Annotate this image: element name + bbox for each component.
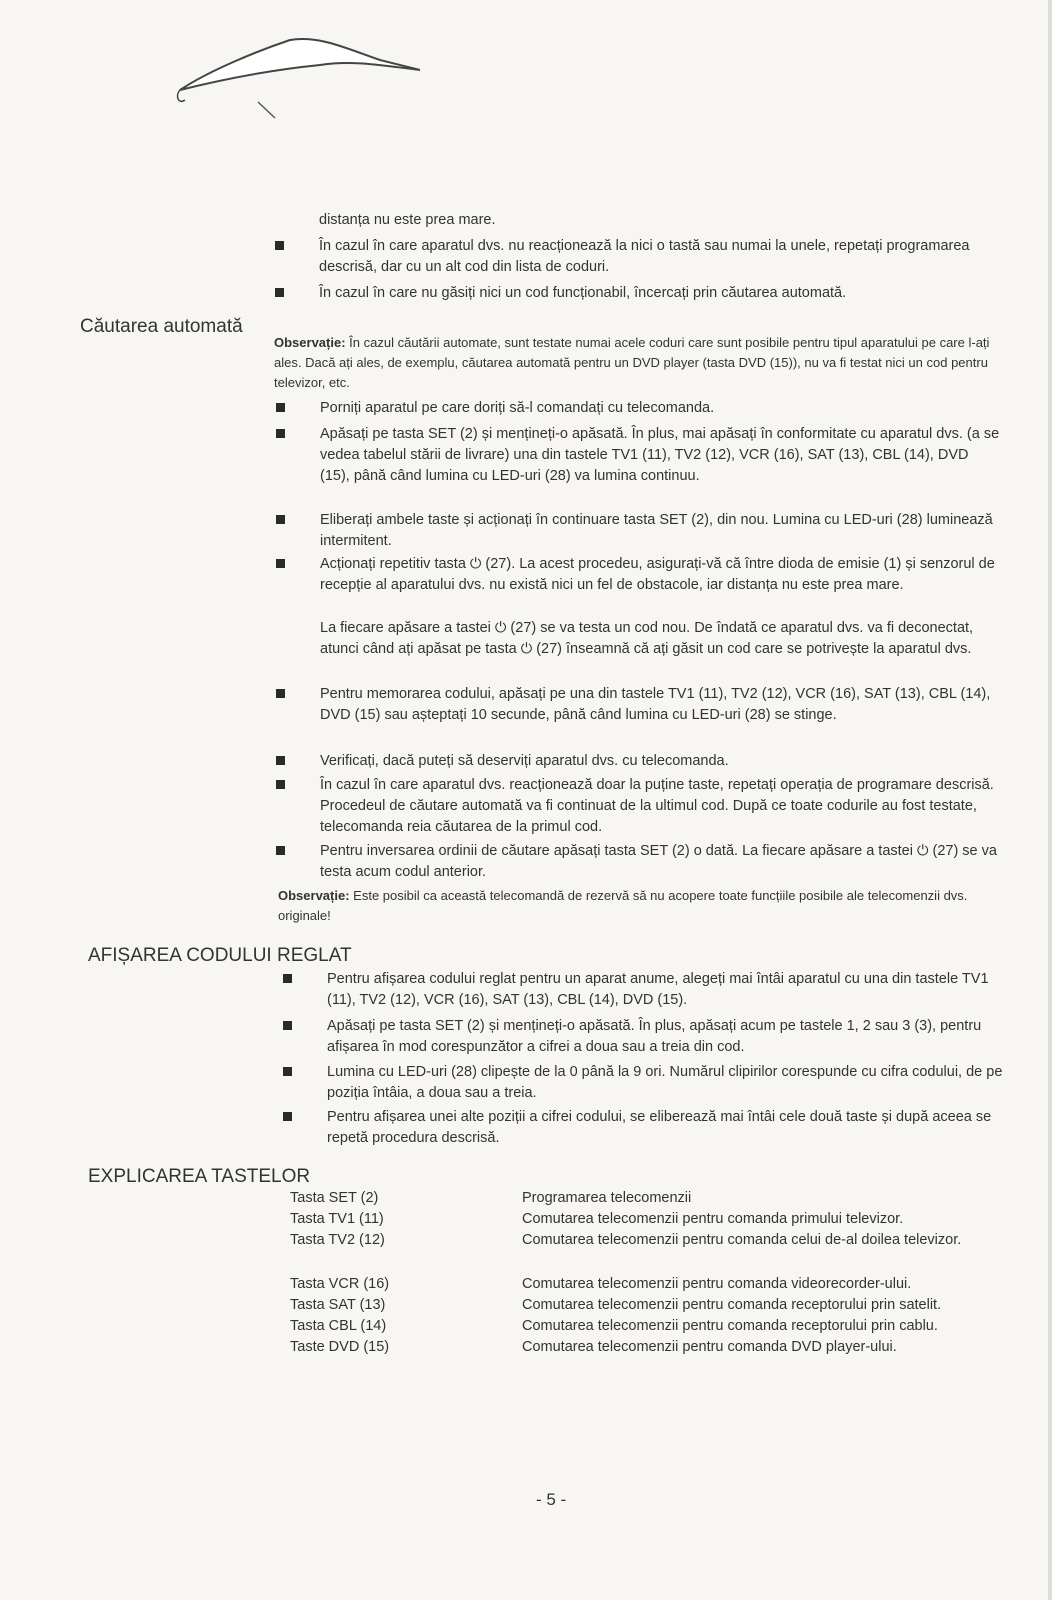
observation-note: Observație: În cazul căutării automate, sunt testate numai acele coduri care sunt posibile pentru tipul aparatului pe care l-ați ales. Dacă ați ales, de exemplu, căutarea automată pentru un DVD player (tasta DVD (15)), nu va fi testat nici un cod pentru televizor, etc. xyxy=(274,335,990,390)
bullet-icon xyxy=(276,689,285,698)
list-item: Pentru inversarea ordinii de căutare apăsați tasta SET (2) o dată. La fiecare apăsare a tastei ⏻ (27) se va testa acum codul anterior. xyxy=(274,841,1000,883)
list-item: Pentru afișarea unei alte poziții a cifrei codului, se eliberează mai întâi cele două taste și după aceea se repetă procedura descrisă. xyxy=(281,1107,1007,1149)
list-item: Pentru afișarea codului reglat pentru un aparat anume, alegeți mai întâi aparatul cu una din tastele TV1 (11), TV2 (12), VCR (16), SAT (13), CBL (14), DVD (15). xyxy=(281,969,1007,1011)
bullet-icon xyxy=(276,515,285,524)
bullet-icon xyxy=(283,1021,292,1030)
bullet-icon xyxy=(276,780,285,789)
list-item: Apăsați pe tasta SET (2) și mențineți-o apăsată. În plus, mai apăsați în conformitate cu aparatul dvs. (a se vedea tabelul stării de livrare) una din tastele TV1 (11), TV2 (12), VCR (16), SAT (13), CBL (14), DVD (15), până când lumina cu LED-uri (28) va lumina continuu. xyxy=(274,424,1000,487)
list-item: În cazul în care aparatul dvs. nu reacționează la nici o tastă sau numai la unele, repetați programarea descrisă, dar cu un alt cod din lista de coduri. xyxy=(273,236,999,278)
list-item: Apăsați pe tasta SET (2) și mențineți-o apăsată. În plus, apăsați acum pe tastele 1, 2 sau 3 (3), pentru afișarea în mod corespunzător a cifrei a doua sau a treia din cod. xyxy=(281,1016,1007,1058)
list-item: Acționați repetitiv tasta ⏻ (27). La acest procedeu, asigurați-vă că între dioda de emisie (1) și senzorul de recepție al aparatului dvs. nu există nici un fel de obstacole, iar distanța nu este prea mare. xyxy=(274,554,1000,596)
page-edge xyxy=(1048,0,1052,1600)
bullet-icon xyxy=(276,559,285,568)
top-fragment: distanța nu este prea mare. xyxy=(319,212,496,228)
list-item: În cazul în care nu găsiți nici un cod funcționabil, încercați prin căutarea automată. xyxy=(273,283,999,304)
bullet-icon xyxy=(275,241,284,250)
list-item: Pentru memorarea codului, apăsați pe una din tastele TV1 (11), TV2 (12), VCR (16), SAT (13), CBL (14), DVD (15) sau așteptați 10 secunde, până când lumina cu LED-uri (28) se stinge. xyxy=(274,684,1000,726)
bullet-icon xyxy=(276,846,285,855)
bullet-icon xyxy=(283,1112,292,1121)
list-item: Lumina cu LED-uri (28) clipește de la 0 până la 9 ori. Numărul clipirilor corespunde cu cifra codului, de pe poziția întâia, a doua sau a treia. xyxy=(281,1062,1007,1104)
list-item: Verificați, dacă puteți să deserviți aparatul dvs. cu telecomanda. xyxy=(274,751,1000,772)
section-title-explicare: EXPLICAREA TASTELOR xyxy=(88,1166,311,1187)
bullet-icon xyxy=(275,288,284,297)
bullet-icon xyxy=(276,756,285,765)
bullet-icon xyxy=(276,403,285,412)
observation-note: Observație: Este posibil ca această telecomandă de rezervă să nu acopere toate funcțiile posibile ale telecomenzii dvs. originale! xyxy=(278,888,968,923)
list-item: În cazul în care aparatul dvs. reacționează doar la puține taste, repetați operația de programare descrisă. Procedeul de căutare automată va fi continuat de la ultimul cod. După ce toate codurile au fost testate, telecomanda reia căutarea de la primul cod. xyxy=(274,775,1000,838)
section-title-afisare: AFIȘAREA CODULUI REGLAT xyxy=(88,945,352,966)
list-item: Eliberați ambele taste și acționați în continuare tasta SET (2), din nou. Lumina cu LED-uri (28) luminează intermitent. xyxy=(274,510,1000,552)
bullet-icon xyxy=(283,974,292,983)
page-number: - 5 - xyxy=(536,1490,567,1509)
hang-hole-icon xyxy=(150,30,450,140)
bullet-icon xyxy=(283,1067,292,1076)
bullet-icon xyxy=(276,429,285,438)
bullet-continuation: La fiecare apăsare a tastei ⏻ (27) se va testa un cod nou. De îndată ce aparatul dvs. va fi deconectat, atunci când ați apăsat pe tasta ⏻ (27) înseamnă că ați găsit un cod care se potrivește la aparatul dvs. xyxy=(320,620,974,657)
list-item: Porniți aparatul pe care doriți să-l comandați cu telecomanda. xyxy=(274,398,1000,419)
section-title-cautare: Căutarea automată xyxy=(80,316,243,337)
